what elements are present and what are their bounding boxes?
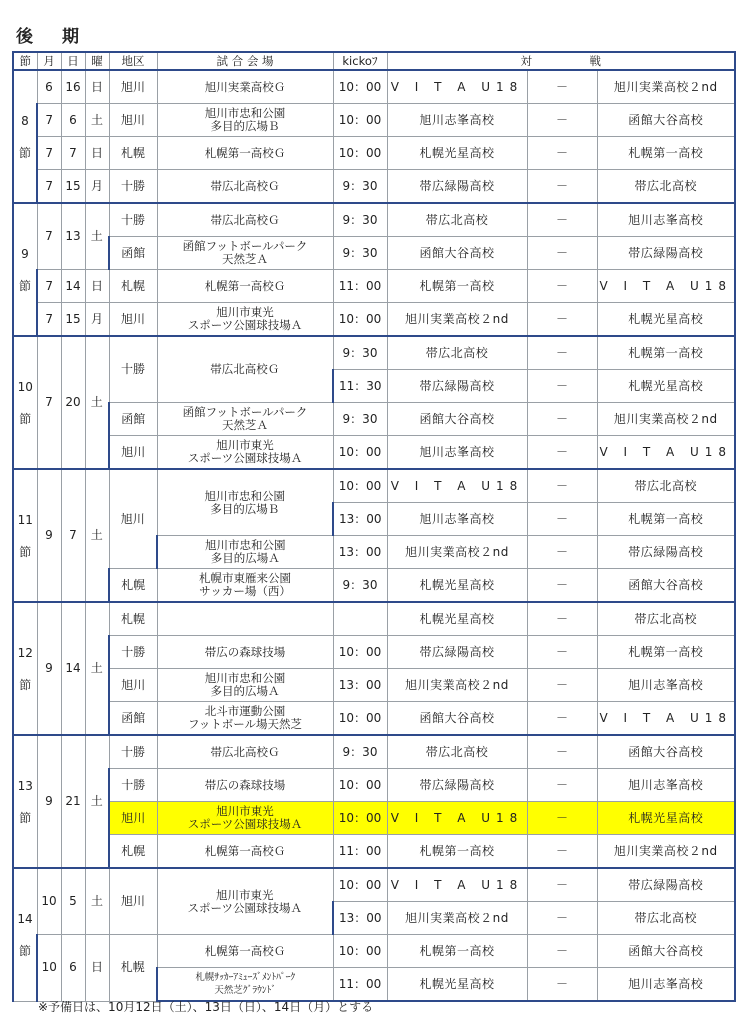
day-cell: 7 bbox=[61, 469, 85, 602]
away-team: 旭川実業高校２nd bbox=[597, 403, 735, 436]
day-cell: 20 bbox=[61, 336, 85, 469]
day-cell: 15 bbox=[61, 303, 85, 337]
vs-dash: － bbox=[527, 503, 597, 536]
vs-dash: － bbox=[527, 602, 597, 636]
round-10: 10 節 bbox=[13, 336, 37, 469]
away-team: 旭川実業高校２nd bbox=[597, 70, 735, 104]
kickoff-cell: 10：00 bbox=[333, 935, 387, 968]
dow-cell: 土 bbox=[85, 735, 109, 868]
day-cell: 14 bbox=[61, 270, 85, 303]
dow-cell: 日 bbox=[85, 270, 109, 303]
venue-cell: 帯広北高校Ｇ bbox=[157, 170, 333, 204]
home-team: 札幌第一高校 bbox=[387, 270, 527, 303]
venue-cell: 札幌第一高校Ｇ bbox=[157, 835, 333, 869]
kickoff-cell: 10：00 bbox=[333, 137, 387, 170]
venue-cell: 函館フットボールパーク 天然芝Ａ bbox=[157, 237, 333, 270]
area-cell: 十勝 bbox=[109, 336, 157, 403]
away-team: V I T A U18 bbox=[597, 270, 735, 303]
home-team: 札幌光星高校 bbox=[387, 602, 527, 636]
away-team: 帯広緑陽高校 bbox=[597, 868, 735, 902]
area-cell: 十勝 bbox=[109, 203, 157, 237]
round-11: 11 節 bbox=[13, 469, 37, 602]
kickoff-cell: 10：00 bbox=[333, 436, 387, 470]
area-cell: 十勝 bbox=[109, 170, 157, 204]
dow-cell: 月 bbox=[85, 170, 109, 204]
area-cell: 札幌 bbox=[109, 835, 157, 869]
vs-dash: － bbox=[527, 968, 597, 1002]
home-team: 函館大谷高校 bbox=[387, 237, 527, 270]
vs-dash: － bbox=[527, 802, 597, 835]
round-8: 8 節 bbox=[13, 70, 37, 203]
away-team: 札幌第一高校 bbox=[597, 137, 735, 170]
vs-dash: － bbox=[527, 237, 597, 270]
away-team: 旭川志峯高校 bbox=[597, 203, 735, 237]
day-cell: 21 bbox=[61, 735, 85, 868]
home-team: 帯広緑陽高校 bbox=[387, 769, 527, 802]
home-team: 旭川志峯高校 bbox=[387, 503, 527, 536]
header-setsu: 節 bbox=[13, 52, 37, 70]
dow-cell: 月 bbox=[85, 303, 109, 337]
vs-dash: － bbox=[527, 769, 597, 802]
away-team: 帯広緑陽高校 bbox=[597, 536, 735, 569]
kickoff-cell: 9：30 bbox=[333, 735, 387, 769]
home-team: 旭川実業高校２nd bbox=[387, 303, 527, 337]
kickoff-cell: 10：00 bbox=[333, 303, 387, 337]
kickoff-cell: 10：00 bbox=[333, 636, 387, 669]
home-team: 旭川志峯高校 bbox=[387, 104, 527, 137]
venue-cell: 旭川市忠和公園 多目的広場Ａ bbox=[157, 669, 333, 702]
away-team: 札幌光星高校 bbox=[597, 370, 735, 403]
kickoff-cell: 11：00 bbox=[333, 968, 387, 1002]
vs-dash: － bbox=[527, 935, 597, 968]
venue-cell: 北斗市運動公園 フットボール場天然芝 bbox=[157, 702, 333, 736]
kickoff-cell: 10：00 bbox=[333, 868, 387, 902]
area-cell: 旭川 bbox=[109, 436, 157, 470]
away-team: 旭川志峯高校 bbox=[597, 769, 735, 802]
vs-dash: － bbox=[527, 137, 597, 170]
area-cell: 函館 bbox=[109, 403, 157, 436]
vs-dash: － bbox=[527, 270, 597, 303]
area-cell: 旭川 bbox=[109, 104, 157, 137]
venue-cell: 札幌市東雁来公園 サッカー場（西） bbox=[157, 569, 333, 603]
month-cell: 10 bbox=[37, 935, 61, 1002]
venue-cell: 旭川市東光 スポーツ公園球技場Ａ bbox=[157, 303, 333, 337]
vs-dash: － bbox=[527, 370, 597, 403]
vs-dash: － bbox=[527, 569, 597, 603]
day-cell: 6 bbox=[61, 935, 85, 1002]
header-dow: 曜 bbox=[85, 52, 109, 70]
day-cell: 5 bbox=[61, 868, 85, 935]
kickoff-cell: 13：00 bbox=[333, 669, 387, 702]
area-cell: 十勝 bbox=[109, 735, 157, 769]
dow-cell: 日 bbox=[85, 935, 109, 1002]
day-cell: 7 bbox=[61, 137, 85, 170]
area-cell: 札幌 bbox=[109, 935, 157, 1002]
venue-cell: 帯広の森球技場 bbox=[157, 769, 333, 802]
vs-dash: － bbox=[527, 403, 597, 436]
kickoff-cell: 9：30 bbox=[333, 569, 387, 603]
reserve-day-note: ※予備日は、10月12日（土）、13日（日）、14日（月）とする bbox=[38, 1000, 374, 1014]
kickoff-cell: 13：00 bbox=[333, 536, 387, 569]
venue-cell: 旭川市忠和公園 多目的広場Ｂ bbox=[157, 469, 333, 536]
home-team: 旭川実業高校２nd bbox=[387, 536, 527, 569]
vs-dash: － bbox=[527, 104, 597, 137]
vs-dash: － bbox=[527, 868, 597, 902]
away-team: V I T A U18 bbox=[597, 702, 735, 736]
month-cell: 10 bbox=[37, 868, 61, 935]
home-team: 旭川実業高校２nd bbox=[387, 669, 527, 702]
home-team: 函館大谷高校 bbox=[387, 403, 527, 436]
vs-dash: － bbox=[527, 636, 597, 669]
kickoff-cell: 10：00 bbox=[333, 769, 387, 802]
away-team: 帯広北高校 bbox=[597, 469, 735, 503]
area-cell: 札幌 bbox=[109, 569, 157, 603]
away-team: 旭川志峯高校 bbox=[597, 968, 735, 1002]
vs-dash: － bbox=[527, 702, 597, 736]
month-cell: 7 bbox=[37, 104, 61, 137]
home-team: 帯広緑陽高校 bbox=[387, 170, 527, 204]
home-team: 札幌光星高校 bbox=[387, 968, 527, 1002]
vs-dash: － bbox=[527, 170, 597, 204]
home-team: 札幌光星高校 bbox=[387, 569, 527, 603]
day-cell: 6 bbox=[61, 104, 85, 137]
round-14: 14 節 bbox=[13, 868, 37, 1001]
page-title: 後 期 bbox=[16, 27, 85, 47]
vs-dash: － bbox=[527, 70, 597, 104]
vs-dash: － bbox=[527, 669, 597, 702]
area-cell: 十勝 bbox=[109, 636, 157, 669]
home-team: 札幌第一高校 bbox=[387, 935, 527, 968]
area-cell: 札幌 bbox=[109, 270, 157, 303]
home-team: V I T A U18 bbox=[387, 469, 527, 503]
venue-cell: 札幌ｻｯｶｰｱﾐｭｰｽﾞﾒﾝﾄﾊﾟｰｸ 天然芝ｸﾞﾗｳﾝﾄﾞ bbox=[157, 968, 333, 1002]
home-team: 札幌第一高校 bbox=[387, 835, 527, 869]
venue-cell-highlighted: 旭川市東光 スポーツ公園球技場Ａ bbox=[157, 802, 333, 835]
header-area: 地区 bbox=[109, 52, 157, 70]
venue-cell: 帯広の森球技場 bbox=[157, 636, 333, 669]
day-cell: 16 bbox=[61, 70, 85, 104]
header-month: 月 bbox=[37, 52, 61, 70]
venue-cell: 旭川市東光 スポーツ公園球技場Ａ bbox=[157, 868, 333, 935]
area-cell: 旭川 bbox=[109, 669, 157, 702]
away-team: 函館大谷高校 bbox=[597, 935, 735, 968]
kickoff-cell: 11：00 bbox=[333, 270, 387, 303]
vs-dash: － bbox=[527, 469, 597, 503]
kickoff-cell: 9：30 bbox=[333, 170, 387, 204]
month-cell: 7 bbox=[37, 170, 61, 204]
venue-cell: 函館フットボールパーク 天然芝Ａ bbox=[157, 403, 333, 436]
day-cell: 15 bbox=[61, 170, 85, 204]
away-team: 帯広北高校 bbox=[597, 902, 735, 935]
away-team: 帯広北高校 bbox=[597, 602, 735, 636]
kickoff-cell bbox=[333, 602, 387, 636]
month-cell: 7 bbox=[37, 303, 61, 337]
month-cell: 9 bbox=[37, 735, 61, 868]
kickoff-cell: 10：00 bbox=[333, 469, 387, 503]
kickoff-cell: 11：00 bbox=[333, 835, 387, 869]
kickoff-cell: 9：30 bbox=[333, 403, 387, 436]
home-team: 旭川実業高校２nd bbox=[387, 902, 527, 935]
area-cell: 札幌 bbox=[109, 602, 157, 636]
vs-dash: － bbox=[527, 735, 597, 769]
vs-dash: － bbox=[527, 303, 597, 337]
header-match: 対 戦 bbox=[387, 52, 735, 70]
kickoff-cell: 9：30 bbox=[333, 237, 387, 270]
home-team-highlighted: V I T A U18 bbox=[387, 802, 527, 835]
away-team: 旭川志峯高校 bbox=[597, 669, 735, 702]
vs-dash: － bbox=[527, 336, 597, 370]
month-cell: 6 bbox=[37, 70, 61, 104]
dow-cell: 日 bbox=[85, 70, 109, 104]
month-cell: 9 bbox=[37, 469, 61, 602]
away-team: 帯広緑陽高校 bbox=[597, 237, 735, 270]
vs-dash: － bbox=[527, 203, 597, 237]
away-team: 函館大谷高校 bbox=[597, 104, 735, 137]
kickoff-cell: 10：00 bbox=[333, 70, 387, 104]
venue-cell bbox=[157, 602, 333, 636]
area-cell: 旭川 bbox=[109, 303, 157, 337]
vs-dash: － bbox=[527, 902, 597, 935]
home-team: 帯広北高校 bbox=[387, 203, 527, 237]
venue-cell: 札幌第一高校Ｇ bbox=[157, 270, 333, 303]
venue-cell: 帯広北高校Ｇ bbox=[157, 203, 333, 237]
area-cell-highlighted: 旭川 bbox=[109, 802, 157, 835]
home-team: 帯広緑陽高校 bbox=[387, 370, 527, 403]
kickoff-cell: 11：30 bbox=[333, 370, 387, 403]
kickoff-cell-highlighted: 10：00 bbox=[333, 802, 387, 835]
away-team: 札幌第一高校 bbox=[597, 636, 735, 669]
area-cell: 旭川 bbox=[109, 469, 157, 569]
away-team: 札幌第一高校 bbox=[597, 503, 735, 536]
kickoff-cell: 9：30 bbox=[333, 203, 387, 237]
round-12: 12 節 bbox=[13, 602, 37, 735]
away-team: 札幌光星高校 bbox=[597, 303, 735, 337]
month-cell: 7 bbox=[37, 270, 61, 303]
dow-cell: 土 bbox=[85, 203, 109, 270]
dow-cell: 土 bbox=[85, 336, 109, 469]
venue-cell: 帯広北高校Ｇ bbox=[157, 336, 333, 403]
venue-cell: 札幌第一高校Ｇ bbox=[157, 137, 333, 170]
vs-dash: － bbox=[527, 835, 597, 869]
away-team: V I T A U18 bbox=[597, 436, 735, 470]
round-9: 9 節 bbox=[13, 203, 37, 336]
day-cell: 14 bbox=[61, 602, 85, 735]
dow-cell: 土 bbox=[85, 104, 109, 137]
away-team: 旭川実業高校２nd bbox=[597, 835, 735, 869]
home-team: V I T A U18 bbox=[387, 868, 527, 902]
round-13: 13 節 bbox=[13, 735, 37, 868]
day-cell: 13 bbox=[61, 203, 85, 270]
area-cell: 札幌 bbox=[109, 137, 157, 170]
area-cell: 旭川 bbox=[109, 868, 157, 935]
dow-cell: 土 bbox=[85, 868, 109, 935]
schedule-table bbox=[12, 51, 736, 1002]
home-team: 帯広北高校 bbox=[387, 336, 527, 370]
kickoff-cell: 10：00 bbox=[333, 702, 387, 736]
vs-dash: － bbox=[527, 436, 597, 470]
area-cell: 函館 bbox=[109, 237, 157, 270]
venue-cell: 旭川実業高校Ｇ bbox=[157, 70, 333, 104]
month-cell: 7 bbox=[37, 203, 61, 270]
venue-cell: 札幌第一高校Ｇ bbox=[157, 935, 333, 968]
venue-cell: 帯広北高校Ｇ bbox=[157, 735, 333, 769]
month-cell: 7 bbox=[37, 137, 61, 170]
vs-dash: － bbox=[527, 536, 597, 569]
home-team: 帯広北高校 bbox=[387, 735, 527, 769]
kickoff-cell: 13：00 bbox=[333, 503, 387, 536]
away-team: 函館大谷高校 bbox=[597, 569, 735, 603]
home-team: 旭川志峯高校 bbox=[387, 436, 527, 470]
away-team: 函館大谷高校 bbox=[597, 735, 735, 769]
venue-cell: 旭川市忠和公園 多目的広場Ｂ bbox=[157, 104, 333, 137]
home-team: 札幌光星高校 bbox=[387, 137, 527, 170]
away-team: 帯広北高校 bbox=[597, 170, 735, 204]
home-team: 函館大谷高校 bbox=[387, 702, 527, 736]
away-team-highlighted: 札幌光星高校 bbox=[597, 802, 735, 835]
kickoff-cell: 13：00 bbox=[333, 902, 387, 935]
home-team: 帯広緑陽高校 bbox=[387, 636, 527, 669]
kickoff-cell: 10：00 bbox=[333, 104, 387, 137]
kickoff-cell: 9：30 bbox=[333, 336, 387, 370]
area-cell: 旭川 bbox=[109, 70, 157, 104]
month-cell: 9 bbox=[37, 602, 61, 735]
dow-cell: 日 bbox=[85, 137, 109, 170]
dow-cell: 土 bbox=[85, 469, 109, 602]
area-cell: 函館 bbox=[109, 702, 157, 736]
venue-cell: 旭川市東光 スポーツ公園球技場Ａ bbox=[157, 436, 333, 470]
dow-cell: 土 bbox=[85, 602, 109, 735]
month-cell: 7 bbox=[37, 336, 61, 469]
venue-cell: 旭川市忠和公園 多目的広場Ａ bbox=[157, 536, 333, 569]
header-day: 日 bbox=[61, 52, 85, 70]
header-venue: 試 合 会 場 bbox=[157, 52, 333, 70]
home-team: V I T A U18 bbox=[387, 70, 527, 104]
away-team: 札幌第一高校 bbox=[597, 336, 735, 370]
header-kickoff: kickoﾌ bbox=[333, 52, 387, 70]
area-cell: 十勝 bbox=[109, 769, 157, 802]
